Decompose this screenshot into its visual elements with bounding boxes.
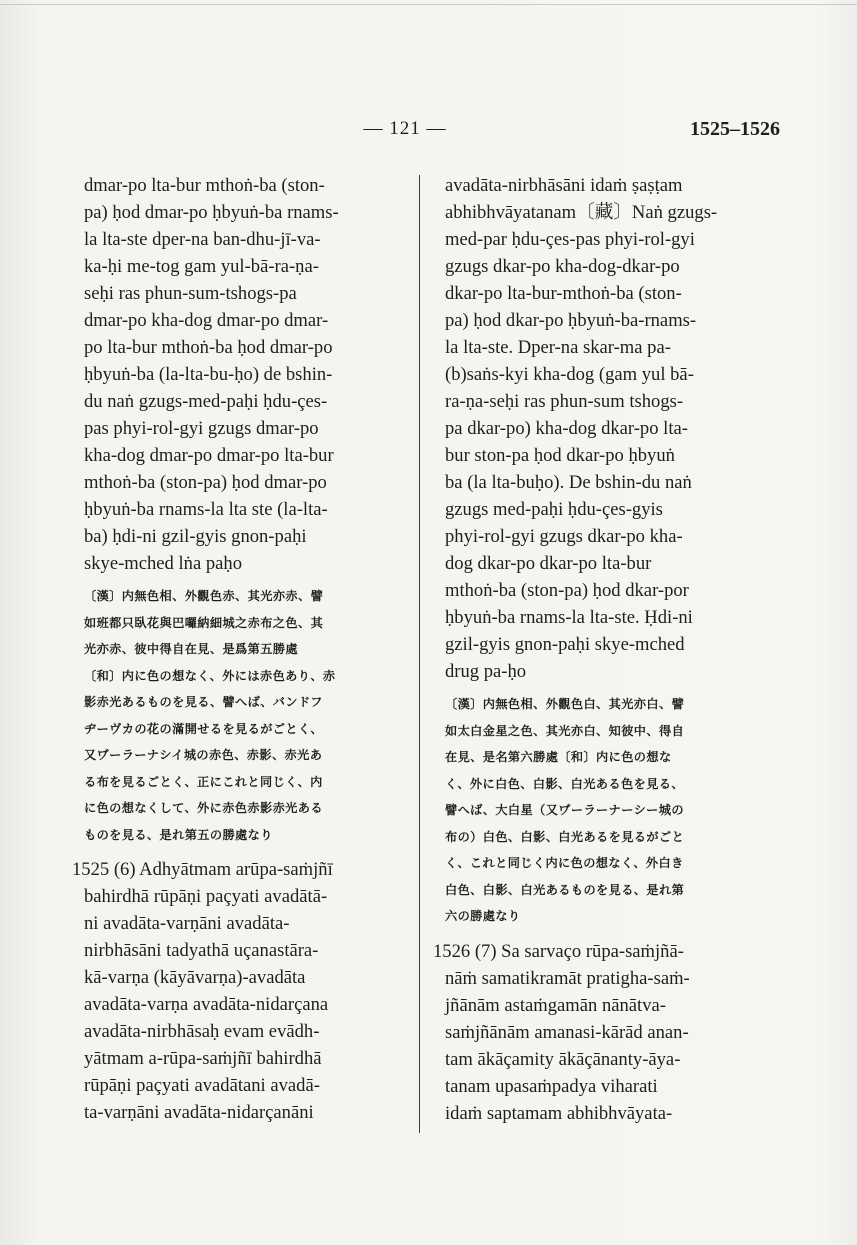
text-line: ba) ḥdi-ni gzil-gyis gnon-paḥi [84, 526, 307, 547]
text-line: pas phyi-rol-gyi gzugs dmar-po [84, 418, 319, 439]
text-line: skye-mched lṅa paḥo [84, 553, 242, 574]
entry-line: yātmam a-rūpa-saṁjñī bahirdhā [84, 1048, 322, 1069]
text-line: bur ston-pa ḥod dkar-po ḥbyuṅ [445, 445, 675, 466]
text-line: drug pa-ḥo [445, 661, 527, 682]
text-line: gzugs med-paḥi ḥdu-çes-gyis [445, 499, 663, 520]
kanbun-line: 如班都只臥花與巴囉納細城之赤布之色、其 [84, 615, 324, 630]
kanbun-line: 光亦赤、彼中得自在見、是爲第五勝處 [84, 642, 298, 656]
text-line: gzugs dkar-po kha-dog-dkar-po [445, 256, 680, 277]
chinese-japanese-translation-block [445, 691, 770, 930]
text-line: ḥbyuṅ-ba rnams-la lta-ste. Ḥdi-ni [445, 607, 693, 628]
wabun-line: に色の想なくして、外に赤色赤影赤光ある [84, 801, 323, 815]
entry-line: 1526 (7) Sa sarvaço rūpa-saṁjñā- [433, 940, 684, 962]
text-line: ḥbyuṅ-ba (la-lta-bu-ḥo) de bshin- [84, 364, 333, 385]
entry-line: 1525 (6) Adhyātmam arūpa-saṁjñī [72, 859, 333, 880]
entry-line: tam ākāçamity ākāçānanty-āya- [445, 1048, 681, 1070]
chinese-translation-block [84, 583, 406, 663]
entry-line: kā-varṇa (kāyāvarṇa)-avadāta [84, 967, 306, 988]
text-line: pa) ḥod dmar-po ḥbyuṅ-ba rnams- [84, 202, 339, 223]
text-line: du naṅ gzugs-med-paḥi ḥdu-çes- [84, 391, 328, 412]
text-line: pa) ḥod dkar-po ḥbyuṅ-ba-rnams- [445, 310, 697, 331]
page-number: — 121 — [363, 118, 447, 139]
right-column [433, 172, 770, 1127]
text-line: dmar-po kha-dog dmar-po dmar- [84, 310, 329, 331]
column-divider [419, 175, 420, 1133]
kanbun-line: 布の）白色、白影、白光あるを見るがごと [445, 829, 685, 844]
tibetan-text-block [445, 172, 770, 685]
text-line: (b)saṅs-kyi kha-dog (gam yul bā- [445, 364, 694, 385]
wabun-line: 〔和〕内に色の想なく、外には赤色あり、赤 [84, 668, 336, 683]
japanese-translation-block [84, 663, 406, 849]
kanbun-line: 〔漢〕内無色相、外觀色赤、其光亦赤、譬 [84, 589, 324, 603]
page-top-edge [0, 4, 857, 5]
text-line: ka-ḥi me-tog gam yul-bā-ra-ṇa- [84, 256, 319, 277]
text-line: mthoṅ-ba (ston-pa) ḥod dmar-po [84, 472, 327, 493]
entry-line: avadāta-nirbhāsaḥ evam evādh- [84, 1021, 320, 1042]
entry-range: 1525–1526 [690, 118, 780, 140]
entry-line: jñānām astaṁgamān nānātva- [445, 994, 666, 1016]
text-line: phyi-rol-gyi gzugs dkar-po kha- [445, 526, 683, 547]
text-line: avadāta-nirbhāsāni idaṁ ṣaṣṭam [445, 175, 683, 196]
entry-1526 [433, 938, 770, 1127]
text-line: gzil-gyis gnon-paḥi skye-mched [445, 634, 685, 655]
kanbun-line: 在見、是名第六勝處〔和〕内に色の想な [445, 750, 672, 764]
text-line: med-par ḥdu-çes-pas phyi-rol-gyi [445, 229, 695, 250]
kanbun-line: く、外に白色、白影、白光ある色を見る、 [445, 776, 684, 791]
kanbun-line: 如太白金星之色、其光亦白、知彼中、得自 [445, 723, 685, 738]
entry-line: bahirdhā rūpāṇi paçyati avadātā- [84, 886, 328, 907]
text-line: la lta-ste. Dper-na skar-ma pa- [445, 337, 671, 358]
wabun-line: 影赤光あるものを見る、譬へば、バンドフ [84, 695, 323, 709]
text-line: po lta-bur mthoṅ-ba ḥod dmar-po [84, 337, 333, 358]
left-column [72, 172, 406, 1126]
text-line: seḥi ras phun-sum-tshogs-pa [84, 283, 297, 304]
entry-line: nirbhāsāni tadyathā uçanastāra- [84, 940, 319, 961]
kanbun-line: 〔漢〕内無色相、外觀色白、其光亦白、譬 [445, 697, 685, 711]
entry-line: avadāta-varṇa avadāta-nidarçana [84, 994, 329, 1015]
kanbun-line: 六の勝處なり [445, 909, 521, 923]
kanbun-line: 白色、白影、白光あるものを見る、是れ第 [445, 882, 685, 897]
text-line: abhibhvāyatanam〔藏〕Naṅ gzugs- [445, 202, 718, 223]
text-line: dmar-po lta-bur mthoṅ-ba (ston- [84, 175, 325, 196]
entry-line: tanam upasaṁpadya viharati [445, 1075, 658, 1097]
text-line: mthoṅ-ba (ston-pa) ḥod dkar-por [445, 580, 689, 601]
text-line: pa dkar-po) kha-dog dkar-po lta- [445, 418, 688, 439]
wabun-line: ものを見る、是れ第五の勝處なり [84, 827, 273, 842]
text-line: kha-dog dmar-po dmar-po lta-bur [84, 445, 334, 466]
wabun-line: ヂーヴカの花の滿開せるを見るがごとく、 [84, 721, 323, 736]
tibetan-text-block [84, 172, 406, 577]
text-line: ra-ṇa-seḥi ras phun-sum tshogs- [445, 391, 684, 412]
kanbun-line: 譬へば、大白星（又ヷーラーナーシー城の [445, 803, 684, 817]
text-line: dog dkar-po dkar-po lta-bur [445, 553, 652, 574]
wabun-line: 又ヷーラーナシイ城の赤色、赤影、赤光あ [84, 748, 323, 762]
entry-line: saṁjñānām amanasi-kārād anan- [445, 1021, 689, 1043]
text-line: dkar-po lta-bur-mthoṅ-ba (ston- [445, 283, 682, 304]
entry-line: idaṁ saptamam abhibhvāyata- [445, 1102, 673, 1124]
entry-line: rūpāṇi paçyati avadātani avadā- [84, 1075, 320, 1096]
text-line: la lta-ste dper-na ban-dhu-jī-va- [84, 229, 321, 250]
wabun-line: る布を見るごとく、正にこれと同じく、内 [84, 774, 323, 789]
kanbun-line: く、これと同じく内に色の想なく、外白き [445, 856, 684, 870]
text-line: ba (la lta-buḥo). De bshin-du naṅ [445, 472, 692, 493]
entry-line: nāṁ samatikramāt pratigha-saṁ- [445, 967, 690, 989]
entry-1525 [72, 856, 406, 1126]
entry-line: ni avadāta-varṇāni avadāta- [84, 913, 290, 934]
entry-line: ta-varṇāni avadāta-nidarçanāni [84, 1102, 314, 1123]
text-line: ḥbyuṅ-ba rnams-la lta ste (la-lta- [84, 499, 328, 520]
